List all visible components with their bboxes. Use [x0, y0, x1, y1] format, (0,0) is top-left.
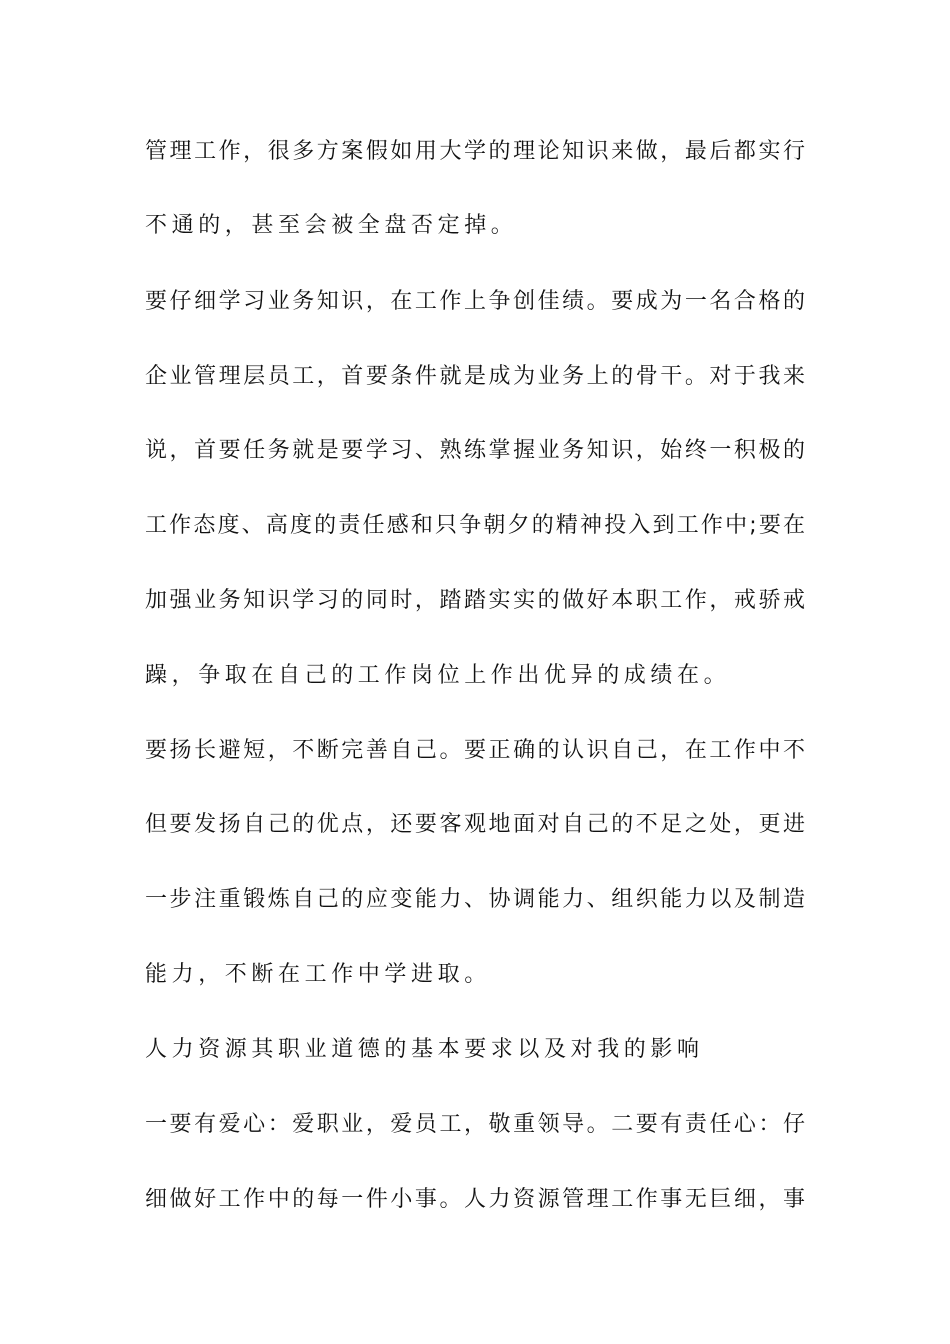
text-line: 一要有爱心：爱职业，爱员工，敬重领导。二要有责任心：仔: [145, 1112, 805, 1137]
section-heading: 人力资源其职业道德的基本要求以及对我的影响: [145, 1037, 704, 1062]
text-line: 细做好工作中的每一件小事。人力资源管理工作事无巨细，事: [145, 1187, 805, 1212]
text-line: 躁，争取在自己的工作岗位上作出优异的成绩在。: [145, 663, 731, 688]
text-line: 能力，不断在工作中学进取。: [145, 962, 491, 987]
text-line: 要仔细学习业务知识，在工作上争创佳绩。要成为一名合格的: [145, 289, 805, 314]
text-line: 管理工作，很多方案假如用大学的理论知识来做，最后都实行: [145, 139, 805, 164]
text-line: 说，首要任务就是要学习、熟练掌握业务知识，始终一积极的: [145, 438, 805, 463]
text-line: 加强业务知识学习的同时，踏踏实实的做好本职工作，戒骄戒: [145, 588, 805, 613]
text-line: 工作态度、高度的责任感和只争朝夕的精神投入到工作中;要在: [145, 513, 805, 538]
text-line: 企业管理层员工，首要条件就是成为业务上的骨干。对于我来: [145, 364, 805, 389]
text-line: 一步注重锻炼自己的应变能力、协调能力、组织能力以及制造: [145, 887, 805, 912]
text-line: 不通的，甚至会被全盘否定掉。: [145, 213, 518, 238]
text-line: 要扬长避短，不断完善自己。要正确的认识自己，在工作中不: [145, 738, 805, 763]
text-line: 但要发扬自己的优点，还要客观地面对自己的不足之处，更进: [145, 812, 805, 837]
